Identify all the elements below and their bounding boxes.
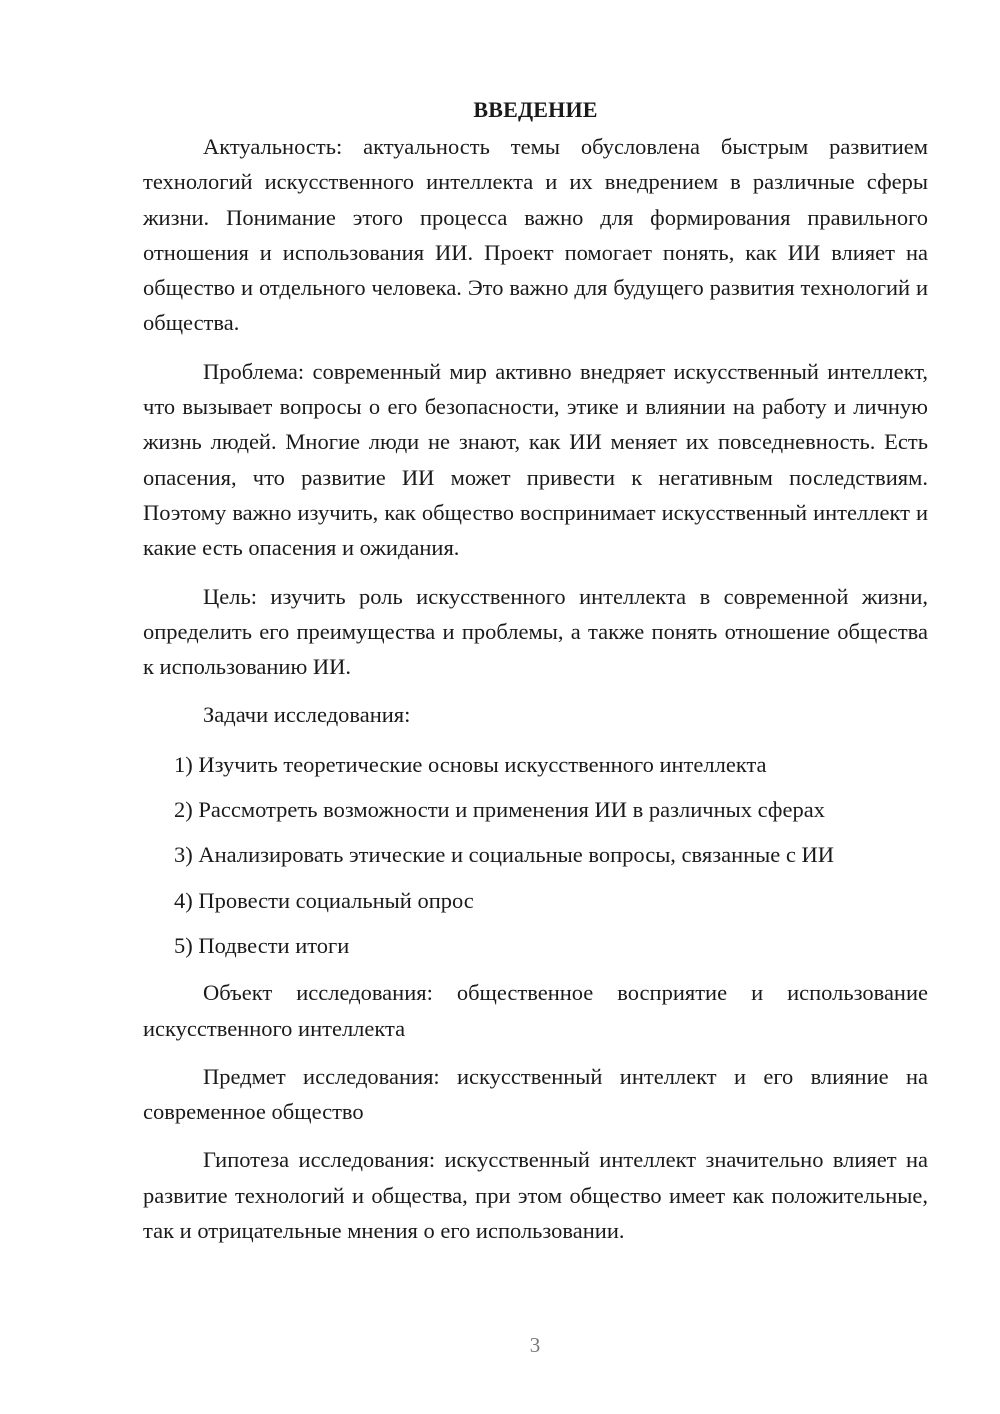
page-title: ВВЕДЕНИЕ <box>473 97 598 122</box>
paragraph-relevance: Актуальность: актуальность темы обусловлена быстрым развитием технологий искусственного интеллекта и их внедрением в различные сферы жизни. Понимание этого процесса важно для формирования правильного отношения и использования ИИ. Проект помогает понять, как ИИ влияет на общество и отдельного человека. Это важно для будущего развития технологий и общества. <box>143 134 928 336</box>
paragraph-problem: Проблема: современный мир активно внедряет искусственный интеллект, что вызывает вопросы о его безопасности, этике и влиянии на работу и личную жизнь людей. Многие люди не знают, как ИИ меняет их повседневность. Есть опасения, что развитие ИИ может привести к негативным последствиям. Поэтому важно изучить, как общество воспринимает искусственный интеллект и какие есть опасения и ожидания. <box>143 358 928 561</box>
paragraph-hypothesis: Гипотеза исследования: искусственный интеллект значительно влияет на развитие технологий и общества, при этом общество имеет как положительные, так и отрицательные мнения о его использовании. <box>143 1147 928 1244</box>
list-item: 4) Провести социальный опрос <box>174 887 474 913</box>
document-page <box>143 95 928 1261</box>
list-item: 2) Рассмотреть возможности и применения ИИ в различных сферах <box>174 797 825 823</box>
page-number: 3 <box>529 1333 541 1357</box>
paragraph-goal: Цель: изучить роль искусственного интеллекта в современной жизни, определить его преимущества и проблемы, а также понять отношение общества к использованию ИИ. <box>143 583 928 680</box>
paragraph-subject: Предмет исследования: искусственный интеллект и его влияние на современное общество <box>143 1063 928 1125</box>
list-item: 5) Подвести итоги <box>174 932 350 958</box>
list-item: 1) Изучить теоретические основы искусственного интеллекта <box>174 751 767 777</box>
list-item: 3) Анализировать этические и социальные вопросы, связанные с ИИ <box>174 842 835 868</box>
tasks-heading: Задачи исследования: <box>203 702 411 728</box>
tasks-list <box>143 747 928 963</box>
paragraph-object: Объект исследования: общественное восприятие и использование искусственного интеллекта <box>143 980 928 1041</box>
